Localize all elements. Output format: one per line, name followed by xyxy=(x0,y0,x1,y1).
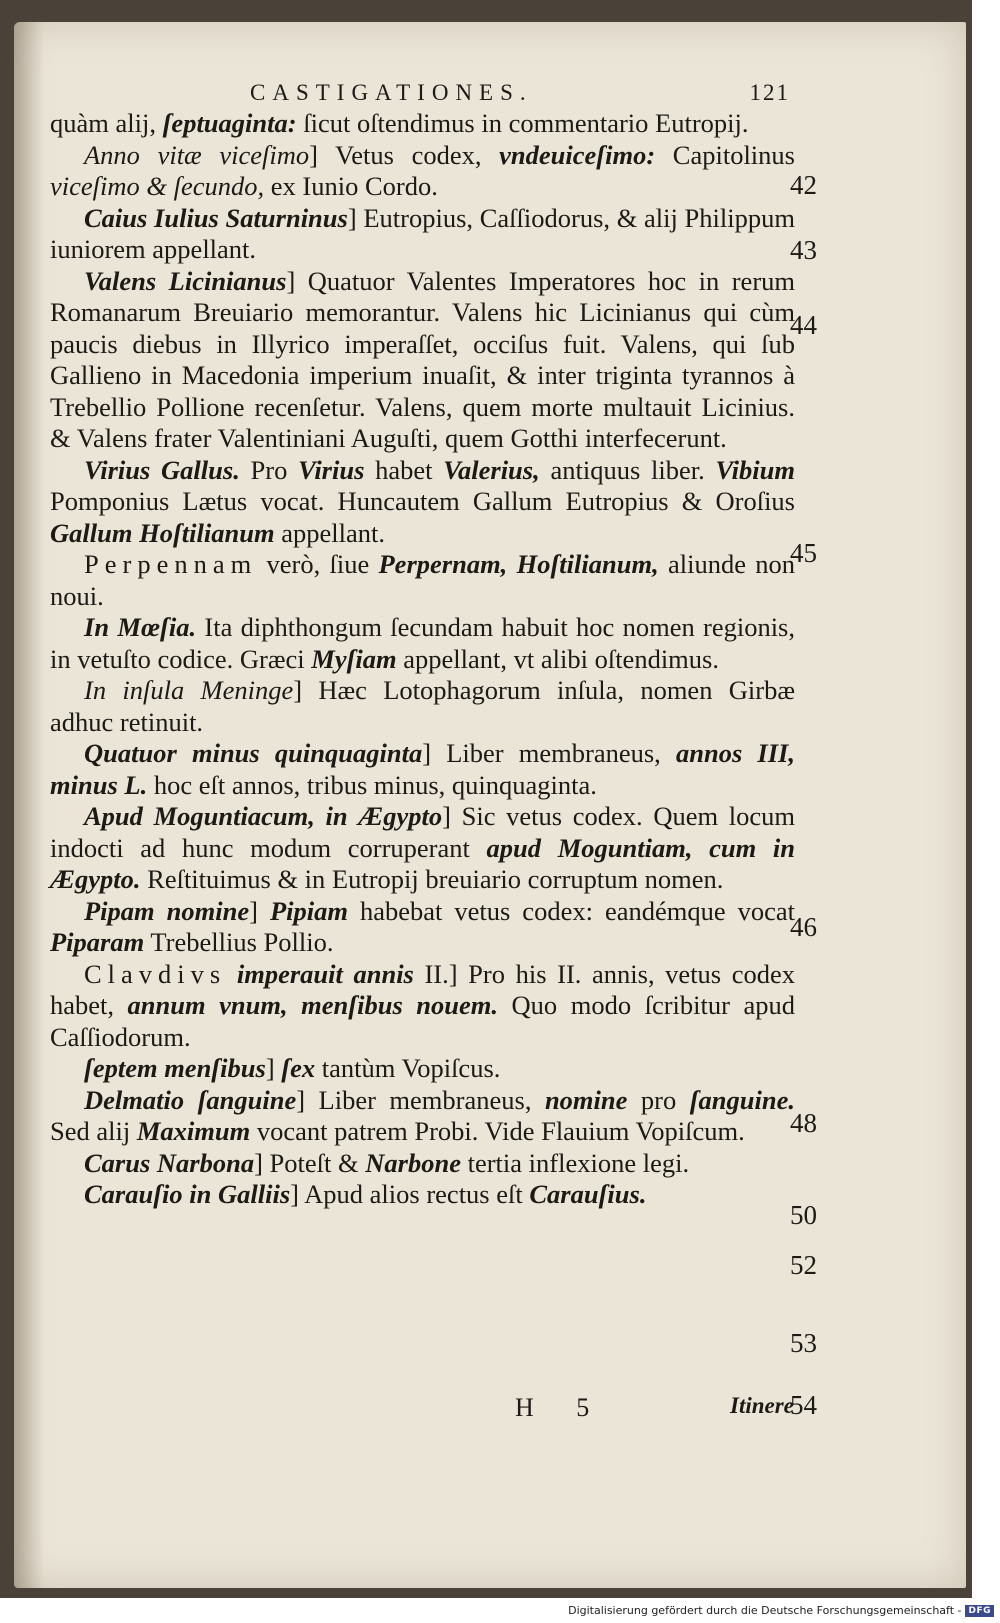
text-run: Ita diphthongum ſecundam habuit hoc nomen regionis, in vetuſto codice. Græci xyxy=(50,612,795,674)
emphasized-text: In inſula Meninge xyxy=(84,675,294,705)
margin-number: 52 xyxy=(790,1250,817,1280)
emphasized-text: Valerius, xyxy=(443,454,540,485)
text-run: quàm alij, xyxy=(50,108,163,138)
text-run: appellant, vt alibi oſtendimus. xyxy=(396,643,719,674)
text-run: Trebellius Pollio. xyxy=(144,927,334,957)
text-run: aliunde non noui. xyxy=(50,549,796,611)
emphasized-text: viceſimo & ſecundo, xyxy=(50,171,265,201)
text-run: appellant. xyxy=(274,517,385,548)
emphasized-text: Myſiam xyxy=(311,643,397,674)
text-run: ] xyxy=(265,1053,282,1083)
margin-number: 53 xyxy=(790,1328,817,1358)
text-run: Pro xyxy=(239,454,299,485)
margin-number: 44 xyxy=(790,310,817,340)
emphasized-text: In Mœſia. xyxy=(84,612,197,642)
emphasized-text: Pipiam xyxy=(269,895,348,926)
emphasized-text: Apud Moguntiacum, in Ægypto xyxy=(84,801,443,831)
emphasized-text: Vibium xyxy=(715,454,795,485)
text-run: Capitolinus xyxy=(655,139,795,170)
emphasized-text: Clavdivs xyxy=(84,958,227,989)
text-run: ] Liber membraneus, xyxy=(296,1084,545,1115)
emphasized-text: Caius Iulius Saturninus xyxy=(84,202,348,233)
emphasized-text: Carauſio in Galliis xyxy=(84,1179,291,1209)
emphasized-text: Maximum xyxy=(136,1116,251,1146)
text-run: Reſtituimus & in Eutropij breuiario corruptum nomen. xyxy=(140,864,724,894)
emphasized-text: Perpennam xyxy=(84,549,258,579)
emphasized-text: Carauſius. xyxy=(529,1179,647,1209)
emphasized-text: apud Moguntiam, cum in Ægypto. xyxy=(50,832,795,894)
emphasized-text: annos III, minus L. xyxy=(50,738,795,800)
emphasized-text: Perpernam, xyxy=(378,549,508,579)
emphasized-text: Carus Narbona xyxy=(84,1147,255,1178)
digitization-credit xyxy=(568,1604,994,1617)
emphasized-text: nomine xyxy=(544,1084,628,1115)
text-run: tertia inflexione legi. xyxy=(460,1147,690,1178)
emphasized-text: ſeptuaginta: xyxy=(162,108,297,138)
emphasized-text: imperauit annis xyxy=(236,958,414,989)
text-run: ] Quatuor Valentes Imperatores hoc in rerum Romanarum Breuiario memorantur. Valens hic Licinianus qui cùm paucis diebus in Illyrico imperaſſet, occiſus fuit. Valens, qui ſub Gallieno in Macedonia imperium inuaſit, & inter triginta tyrannos à Trebellio Pollione recenſetur. Valens, quem morte multauit Licinius. & Valens frater Valentiniani Auguſti, quem Gotthi interfecerunt. xyxy=(50,265,796,453)
emphasized-text: Narbone xyxy=(365,1147,461,1178)
text-run: Quo modo ſcribitur apud Caſſiodorum. xyxy=(50,990,795,1052)
emphasized-text: vndeuiceſimo: xyxy=(499,139,656,170)
emphasized-text: ſanguine. xyxy=(689,1084,795,1115)
emphasized-text: Gallum Hoſtilianum xyxy=(50,517,275,548)
text-run: ] xyxy=(249,895,270,926)
text-run: tantùm Vopiſcus. xyxy=(315,1053,501,1083)
text-run: Sed alij xyxy=(50,1116,137,1146)
emphasized-text: Virius xyxy=(298,454,365,485)
emphasized-text: ſex xyxy=(281,1053,316,1083)
text-run: ] Vetus codex, xyxy=(309,139,500,170)
emphasized-text: Pipam nomine xyxy=(84,895,250,926)
text-run: ] Liber membraneus, xyxy=(422,738,676,768)
text-run: antiquus liber. xyxy=(539,454,716,485)
text-run: vocant patrem Probi. Vide Flauium Vopiſcum. xyxy=(250,1116,745,1146)
emphasized-text: Valens Licinianus xyxy=(84,265,287,296)
text-run: pro xyxy=(627,1084,690,1115)
emphasized-text: ſeptem menſibus xyxy=(84,1053,266,1083)
text-run: habet xyxy=(364,454,444,485)
text-run: Pomponius Lætus vocat. Huncautem Gallum Eutropius & Oroſius xyxy=(50,486,795,516)
emphasized-text: annum vnum, menſibus nouem. xyxy=(127,990,499,1020)
emphasized-text: Delmatio ſanguine xyxy=(84,1084,297,1115)
page-number: 121 xyxy=(749,80,790,105)
text-run: ] Apud alios rectus eſt xyxy=(290,1179,530,1209)
margin-number: 54 xyxy=(790,1390,817,1420)
text-run: ] Poteſt & xyxy=(254,1147,366,1178)
margin-number: 45 xyxy=(790,538,817,568)
emphasized-text: Quatuor minus quinquaginta xyxy=(84,738,423,768)
credit-text: Digitalisierung gefördert durch die Deutsche Forschungsgemeinschaft - xyxy=(568,1604,962,1617)
text-run: ] Sic vetus codex. Quem locum indocti ad hunc modum corruperant xyxy=(50,801,795,863)
text-run: ex Iunio Cordo. xyxy=(264,171,438,201)
text-run: verò, ſiue xyxy=(257,549,379,579)
emphasized-text: Piparam xyxy=(50,927,145,957)
catchword: Itinere xyxy=(730,1393,794,1418)
running-title: CASTIGATIONES. xyxy=(250,80,533,105)
text-run: habebat vetus codex: eandémque vocat xyxy=(347,895,795,926)
page-footer xyxy=(50,1393,795,1427)
text-run: hoc eſt annos, tribus minus, quinquaginta. xyxy=(147,769,597,800)
text-run: II.] Pro his II. annis, vetus codex habet, xyxy=(50,958,796,1020)
text-run: ] Hæc Lotophagorum inſula, nomen Girbæ adhuc retinuit. xyxy=(50,675,795,737)
margin-number: 48 xyxy=(790,1108,817,1138)
margin-number: 42 xyxy=(790,170,817,200)
text-run: ] Eutropius, Caſſiodorus, & alij Philippum iuniorem appellant. xyxy=(50,202,795,264)
emphasized-text: Anno vitæ viceſimo xyxy=(84,139,310,170)
text-run: ſicut oſtendimus in commentario Eutropij. xyxy=(296,108,749,138)
dfg-logo-icon: DFG xyxy=(965,1605,994,1617)
signature-mark: H 5 xyxy=(515,1393,608,1422)
emphasized-text: Virius Gallus. xyxy=(84,454,240,485)
margin-number: 50 xyxy=(790,1200,817,1230)
emphasized-text: Hoſtilianum, xyxy=(516,549,659,579)
margin-number: 46 xyxy=(790,912,817,942)
margin-number: 43 xyxy=(790,235,817,265)
